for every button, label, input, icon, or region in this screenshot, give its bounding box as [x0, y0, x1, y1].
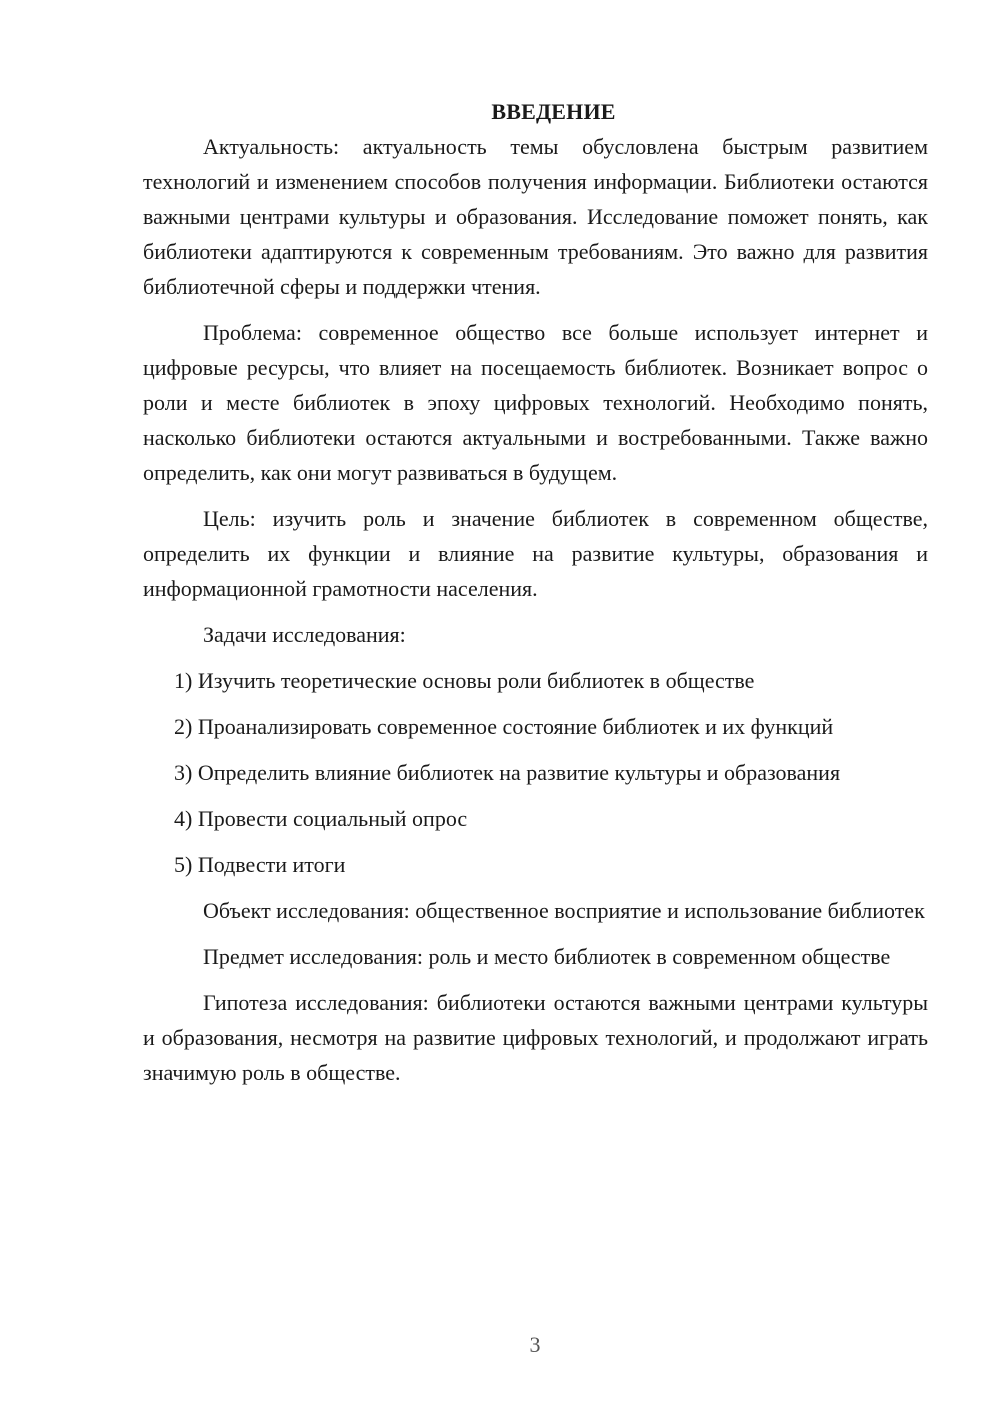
task-item-3: 3) Определить влияние библиотек на развитие культуры и образования — [174, 760, 841, 785]
page-title: ВВЕДЕНИЕ — [491, 99, 616, 124]
goal-paragraph: Цель: изучить роль и значение библиотек в современном обществе, определить их функции и влияние на развитие культуры, образования и информационной грамотности населения. — [143, 506, 928, 601]
task-item-4: 4) Провести социальный опрос — [174, 806, 468, 831]
document-body — [143, 94, 928, 1101]
object-paragraph: Объект исследования: общественное восприятие и использование библиотек — [203, 898, 925, 923]
tasks-heading: Задачи исследования: — [203, 622, 406, 647]
page-number: 3 — [529, 1332, 541, 1357]
task-item-5: 5) Подвести итоги — [174, 852, 346, 877]
task-item-1: 1) Изучить теоретические основы роли библиотек в обществе — [174, 668, 755, 693]
task-item-2: 2) Проанализировать современное состояние библиотек и их функций — [174, 714, 834, 739]
relevance-paragraph: Актуальность: актуальность темы обусловлена быстрым развитием технологий и изменением способов получения информации. Библиотеки остаются важными центрами культуры и образования. Исследование поможет понять, как библиотеки адаптируются к современным требованиям. Это важно для развития библиотечной сферы и поддержки чтения. — [143, 134, 928, 299]
problem-paragraph: Проблема: современное общество все больше использует интернет и цифровые ресурсы, что влияет на посещаемость библиотек. Возникает вопрос о роли и месте библиотек в эпоху цифровых технологий. Необходимо понять, насколько библиотеки остаются актуальными и востребованными. Также важно определить, как они могут развиваться в будущем. — [143, 320, 928, 485]
hypothesis-paragraph: Гипотеза исследования: библиотеки остаются важными центрами культуры и образования, несмотря на развитие цифровых технологий, и продолжают играть значимую роль в обществе. — [143, 990, 928, 1085]
subject-paragraph: Предмет исследования: роль и место библиотек в современном обществе — [203, 944, 891, 969]
